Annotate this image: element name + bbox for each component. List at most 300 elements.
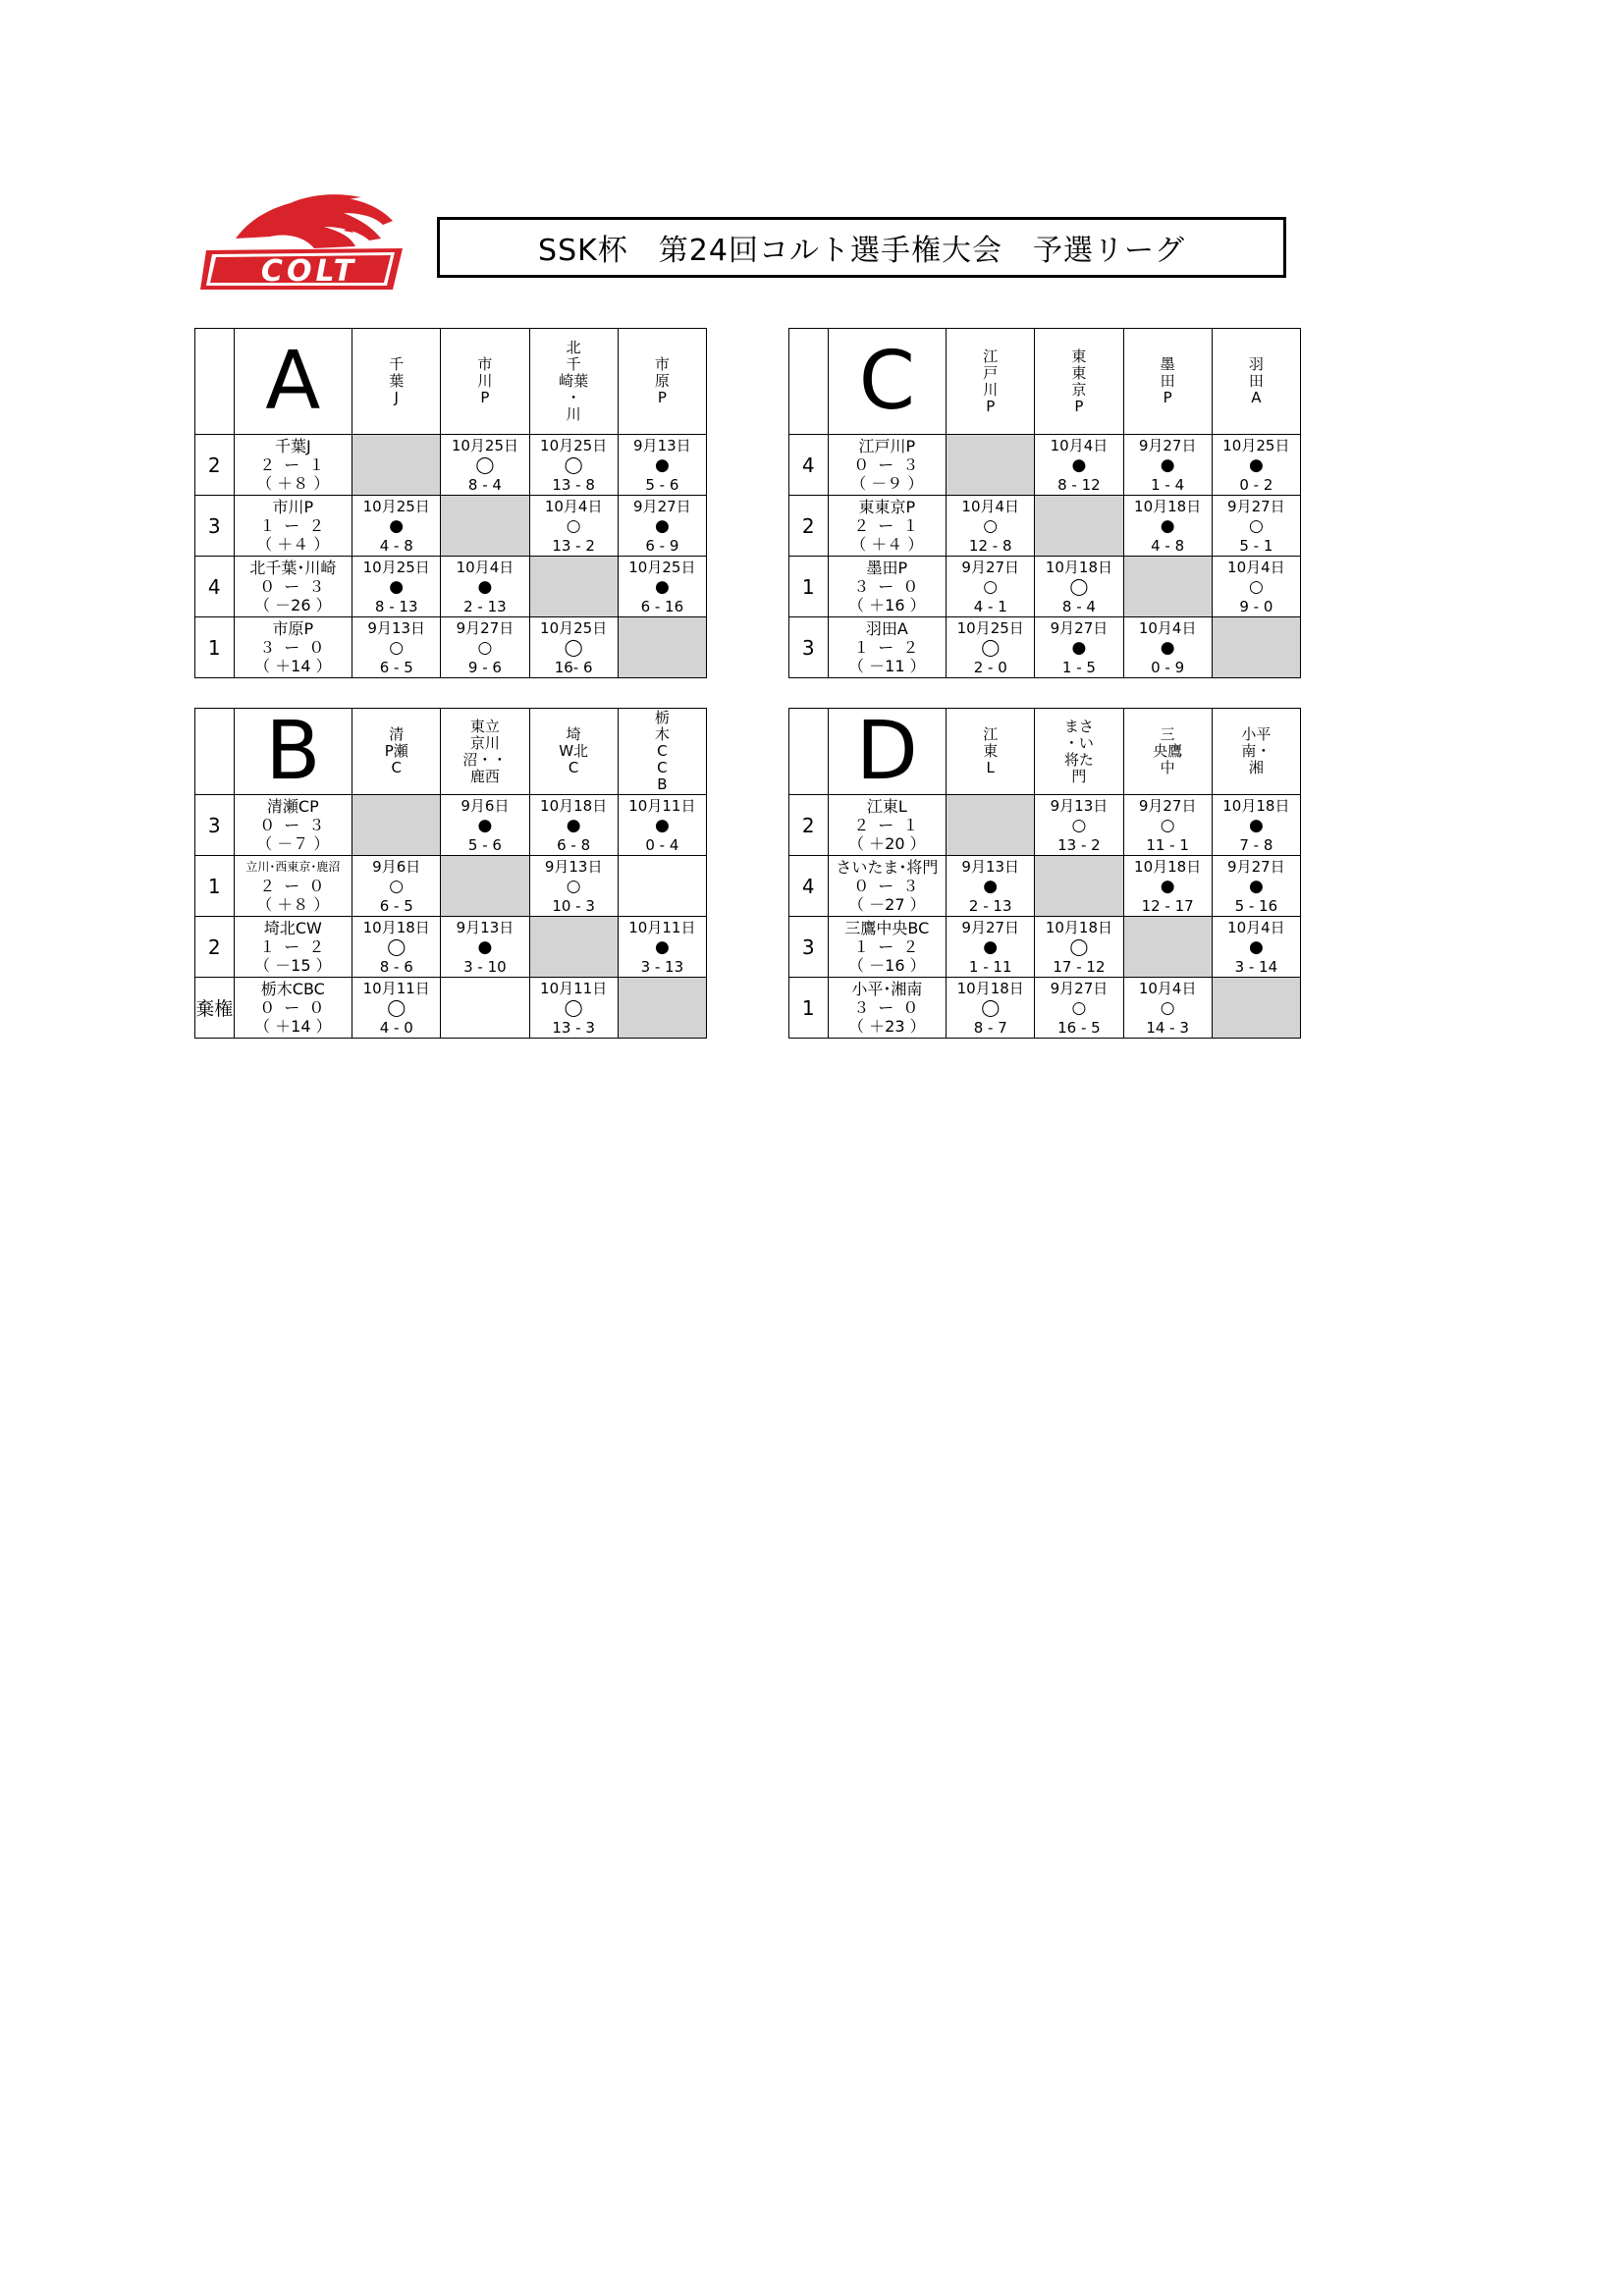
league-letter: B: [234, 709, 352, 795]
match-score: 6 - 8: [557, 835, 591, 854]
win-mark-icon: ◯: [564, 997, 583, 1018]
match-date: 10月25日: [451, 436, 519, 454]
win-mark-icon: ○: [1248, 515, 1264, 536]
match-date: 10月4日: [1050, 436, 1109, 454]
column-header-line: 戸: [983, 363, 999, 382]
loss-mark-icon: ●: [1160, 637, 1175, 658]
opponent-column-header: [947, 709, 1035, 795]
column-header-line: P: [1163, 389, 1172, 406]
column-header-line: 千: [389, 355, 405, 373]
match-result-cell: [1212, 795, 1300, 856]
match-score: 9 - 0: [1239, 597, 1273, 615]
match-score: 4 - 0: [379, 1018, 413, 1037]
match-score: 5 - 1: [1239, 536, 1273, 555]
team-record: ０ ー ０: [259, 998, 327, 1017]
team-cell: [828, 917, 947, 978]
self-match-cell: [1123, 557, 1212, 617]
column-header-line: まさ: [1063, 717, 1094, 735]
column-header-line: 田: [1248, 372, 1264, 390]
rank-value: 2: [207, 934, 221, 959]
match-score: 5 - 16: [1234, 896, 1278, 915]
match-date: 10月18日: [1045, 558, 1113, 576]
corner-cell: [789, 709, 829, 795]
match-date: 10月18日: [1134, 857, 1202, 876]
match-score: 1 - 4: [1151, 475, 1185, 494]
loss-mark-icon: ●: [1071, 637, 1087, 658]
page-title-text: SSK杯 第24回コルト選手権大会 予選リーグ: [538, 234, 1185, 268]
match-result-cell: [352, 917, 441, 978]
opponent-column-header: [352, 329, 441, 435]
match-score: 1 - 11: [968, 957, 1012, 976]
match-result-cell: [947, 917, 1035, 978]
match-result-cell: [441, 795, 529, 856]
column-header-line: 市: [477, 355, 493, 373]
match-result-cell: [618, 795, 706, 856]
match-date: 10月11日: [628, 796, 696, 815]
team-record: １ ー ２: [259, 937, 327, 956]
match-result-cell: [441, 617, 529, 678]
match-score: 0 - 4: [645, 835, 679, 854]
column-header-line: ・い: [1063, 733, 1094, 752]
match-result-cell: [529, 617, 618, 678]
logo-text: COLT: [260, 254, 358, 289]
team-name: 千葉J: [274, 437, 311, 455]
loss-mark-icon: ●: [477, 936, 493, 957]
match-result-cell: [947, 856, 1035, 917]
loss-mark-icon: ●: [477, 576, 493, 597]
column-header-line: 南・: [1241, 742, 1272, 760]
win-mark-icon: ○: [1160, 815, 1175, 835]
team-record: ２ ー １: [259, 455, 327, 474]
loss-mark-icon: ●: [1248, 876, 1264, 896]
rank-cell: [195, 795, 235, 856]
run-differential: （ －16 ）: [848, 956, 926, 975]
match-date: 10月11日: [540, 979, 608, 997]
header-row: [789, 709, 1301, 795]
rank-value: 4: [801, 874, 815, 898]
column-header-line: 鹿西: [469, 767, 500, 785]
self-match-cell: [529, 917, 618, 978]
match-result-cell: [1123, 617, 1212, 678]
win-mark-icon: ○: [983, 515, 999, 536]
team-record: ３ ー ０: [853, 577, 921, 596]
self-match-cell: [947, 795, 1035, 856]
team-name: 埼北CW: [263, 919, 322, 937]
rank-value: 2: [207, 453, 221, 477]
team-row: [789, 496, 1301, 557]
team-row: [789, 617, 1301, 678]
team-record: ０ ー ３: [853, 455, 921, 474]
match-result-cell: [1035, 435, 1123, 496]
loss-mark-icon: ●: [477, 815, 493, 835]
corner-cell: [195, 329, 235, 435]
opponent-column-header: [352, 709, 441, 795]
team-cell: [828, 978, 947, 1039]
self-match-cell: [1123, 917, 1212, 978]
rank-value: 4: [801, 453, 815, 477]
win-mark-icon: ○: [1160, 997, 1175, 1018]
loss-mark-icon: ●: [654, 515, 670, 536]
match-date: 10月25日: [540, 436, 608, 454]
rank-cell: [195, 435, 235, 496]
team-record: １ ー ２: [853, 638, 921, 657]
win-mark-icon: ○: [983, 576, 999, 597]
team-record: ３ ー ０: [853, 998, 921, 1017]
win-mark-icon: ○: [477, 637, 493, 658]
match-date: 10月18日: [1045, 918, 1113, 936]
match-date: 10月11日: [362, 979, 430, 997]
column-header-line: P: [1074, 397, 1084, 415]
match-score: 6 - 5: [379, 658, 413, 676]
match-score: 2 - 0: [973, 658, 1007, 676]
team-cell: [828, 557, 947, 617]
team-cell: [234, 978, 352, 1039]
column-header-line: 羽: [1248, 355, 1264, 373]
column-header-line: C: [657, 759, 668, 776]
column-header-line: L: [986, 759, 995, 776]
column-header-line: 京川: [469, 733, 500, 752]
match-score: 0 - 2: [1239, 475, 1273, 494]
match-score: 4 - 1: [973, 597, 1007, 615]
match-date: 9月27日: [1138, 796, 1197, 815]
match-score: 8 - 4: [1061, 597, 1096, 615]
team-row: [789, 557, 1301, 617]
self-match-cell: [352, 795, 441, 856]
rank-value: 3: [801, 635, 815, 660]
match-score: 6 - 5: [379, 896, 413, 915]
match-score: 6 - 9: [645, 536, 679, 555]
match-date: 9月13日: [367, 618, 426, 637]
run-differential: （ ＋４ ）: [256, 535, 330, 554]
team-cell: [234, 557, 352, 617]
match-score: 2 - 13: [463, 597, 507, 615]
match-date: 9月27日: [1138, 436, 1197, 454]
match-date: 10月25日: [362, 497, 430, 515]
match-date: 9月13日: [544, 857, 603, 876]
opponent-column-header: [441, 709, 529, 795]
match-result-cell: [1035, 617, 1123, 678]
match-date: 10月4日: [544, 497, 603, 515]
match-result-cell: [1035, 978, 1123, 1039]
opponent-column-header: [618, 709, 706, 795]
run-differential: （ －26 ）: [254, 596, 332, 614]
column-header-line: 沼・・: [462, 750, 508, 769]
self-match-cell: [618, 978, 706, 1039]
win-mark-icon: ◯: [564, 637, 583, 658]
team-name: さいたま･将門: [836, 858, 939, 877]
team-cell: [234, 856, 352, 917]
match-score: 5 - 6: [645, 475, 679, 494]
opponent-column-header: [441, 329, 529, 435]
opponent-column-header: [1123, 329, 1212, 435]
match-date: 9月27日: [1227, 497, 1285, 515]
self-match-cell: [1035, 496, 1123, 557]
match-date: 10月4日: [1227, 918, 1285, 936]
match-result-cell: [1123, 856, 1212, 917]
self-match-cell: [1212, 978, 1300, 1039]
match-result-cell: [529, 978, 618, 1039]
league-letter: A: [234, 329, 352, 435]
colt-logo: [196, 191, 407, 294]
team-record: ２ ー １: [853, 816, 921, 834]
column-header-line: 北: [566, 339, 581, 356]
match-result-cell: [1212, 856, 1300, 917]
team-row: [789, 856, 1301, 917]
win-mark-icon: ○: [1248, 576, 1264, 597]
league-table-d: [788, 708, 1301, 1039]
match-date: 10月4日: [1138, 618, 1197, 637]
run-differential: （ －15 ）: [254, 956, 332, 975]
match-score: 8 - 13: [374, 597, 418, 615]
run-differential: （ －11 ）: [848, 657, 926, 675]
match-result-cell: [947, 617, 1035, 678]
rank-cell: [789, 978, 829, 1039]
opponent-column-header: [947, 329, 1035, 435]
loss-mark-icon: ●: [654, 576, 670, 597]
team-cell: [828, 496, 947, 557]
team-cell: [828, 856, 947, 917]
column-header-line: 将た: [1063, 750, 1094, 769]
match-date: 9月13日: [456, 918, 514, 936]
match-score: 16- 6: [554, 658, 593, 676]
match-score: 13 - 2: [552, 536, 595, 555]
match-result-cell: [352, 978, 441, 1039]
league-letter: C: [828, 329, 947, 435]
opponent-column-header: [1035, 329, 1123, 435]
rank-value: 2: [801, 813, 815, 837]
self-match-cell: [618, 617, 706, 678]
match-date: 9月27日: [1227, 857, 1285, 876]
column-header-line: 門: [1071, 767, 1087, 785]
team-row: [195, 617, 707, 678]
match-score: 13 - 2: [1057, 835, 1101, 854]
match-result-cell: [441, 917, 529, 978]
match-result-cell: [1035, 795, 1123, 856]
match-date: 10月18日: [540, 796, 608, 815]
win-mark-icon: ○: [1071, 997, 1087, 1018]
win-mark-icon: ○: [566, 515, 581, 536]
run-differential: （ ＋４ ）: [850, 535, 924, 554]
column-header-line: 田: [1160, 372, 1175, 390]
match-result-cell: [618, 917, 706, 978]
match-result-cell: [1123, 496, 1212, 557]
team-cell: [828, 795, 947, 856]
column-header-line: P: [986, 397, 996, 415]
win-mark-icon: ◯: [1069, 936, 1089, 957]
rank-cell: [789, 856, 829, 917]
column-header-line: 原: [654, 372, 670, 390]
self-match-cell: [529, 557, 618, 617]
no-game-cell: [618, 856, 706, 917]
win-mark-icon: ○: [566, 876, 581, 896]
column-header-line: P: [657, 389, 667, 406]
team-record: ０ ー ３: [259, 577, 327, 596]
match-result-cell: [1123, 435, 1212, 496]
run-differential: （ ＋14 ）: [254, 657, 332, 675]
column-header-line: 江: [983, 725, 999, 743]
match-result-cell: [1212, 917, 1300, 978]
column-header-line: 東: [1071, 363, 1087, 382]
team-record: ０ ー ３: [853, 877, 921, 895]
column-header-line: W北: [559, 742, 589, 760]
match-date: 9月13日: [1050, 796, 1109, 815]
match-date: 10月25日: [540, 618, 608, 637]
match-result-cell: [1123, 978, 1212, 1039]
match-date: 9月27日: [1050, 979, 1109, 997]
match-date: 10月4日: [1138, 979, 1197, 997]
rank-cell: [789, 496, 829, 557]
team-record: １ ー ２: [853, 937, 921, 956]
column-header-line: 清: [389, 725, 405, 743]
match-score: 1 - 5: [1061, 658, 1096, 676]
team-row: [195, 557, 707, 617]
match-date: 10月25日: [362, 558, 430, 576]
column-header-line: C: [568, 759, 579, 776]
win-mark-icon: ◯: [387, 997, 406, 1018]
match-date: 9月27日: [961, 918, 1020, 936]
team-name: 江東L: [866, 797, 907, 816]
match-result-cell: [1212, 557, 1300, 617]
team-name: 清瀬CP: [266, 797, 319, 816]
opponent-column-header: [618, 329, 706, 435]
match-date: 9月27日: [633, 497, 691, 515]
self-match-cell: [441, 856, 529, 917]
match-result-cell: [947, 978, 1035, 1039]
match-result-cell: [529, 795, 618, 856]
column-header-line: C: [391, 759, 402, 776]
loss-mark-icon: ●: [1248, 815, 1264, 835]
match-date: 9月27日: [961, 558, 1020, 576]
corner-cell: [789, 329, 829, 435]
team-name: 羽田A: [865, 619, 908, 638]
team-row: [195, 795, 707, 856]
win-mark-icon: ◯: [981, 637, 1001, 658]
rank-value: 1: [207, 635, 221, 660]
rank-value: 3: [801, 934, 815, 959]
match-score: 8 - 7: [973, 1018, 1007, 1037]
header-row: [195, 709, 707, 795]
loss-mark-icon: ●: [1248, 454, 1264, 475]
column-header-line: 三: [1160, 725, 1175, 743]
match-date: 10月25日: [1222, 436, 1290, 454]
self-match-cell: [947, 435, 1035, 496]
column-header-line: 千: [566, 355, 581, 373]
team-cell: [234, 795, 352, 856]
column-header-line: 崎葉: [559, 372, 589, 390]
league-table-a: [194, 328, 707, 678]
column-header-line: 中: [1160, 759, 1175, 776]
match-result-cell: [352, 496, 441, 557]
match-score: 16 - 5: [1057, 1018, 1101, 1037]
column-header-line: 埼: [566, 725, 581, 743]
match-date: 10月11日: [628, 918, 696, 936]
opponent-column-header: [1035, 709, 1123, 795]
league-letter: D: [828, 709, 947, 795]
run-differential: （ ＋20 ）: [848, 834, 926, 853]
run-differential: （ －27 ）: [848, 895, 926, 914]
team-name: 市川P: [272, 498, 314, 516]
opponent-column-header: [1123, 709, 1212, 795]
rank-cell: [195, 617, 235, 678]
column-header-line: 東: [983, 742, 999, 760]
match-score: 3 - 14: [1234, 957, 1278, 976]
rank-value: 1: [207, 874, 221, 898]
team-cell: [234, 435, 352, 496]
team-cell: [828, 435, 947, 496]
column-header-line: 葉: [389, 372, 405, 390]
match-result-cell: [618, 496, 706, 557]
match-result-cell: [529, 435, 618, 496]
header-row: [789, 329, 1301, 435]
match-result-cell: [618, 435, 706, 496]
team-name: 市原P: [272, 619, 314, 638]
run-differential: （ ＋23 ）: [848, 1017, 926, 1036]
team-record: ３ ー ０: [259, 638, 327, 657]
team-record: ０ ー ３: [259, 816, 327, 834]
team-name: 北千葉･川崎: [249, 559, 337, 577]
rank-cell: [195, 557, 235, 617]
rank-value: 2: [801, 513, 815, 538]
team-name: 栃木CBC: [260, 980, 325, 998]
loss-mark-icon: ●: [1160, 454, 1175, 475]
self-match-cell: [352, 435, 441, 496]
opponent-column-header: [529, 709, 618, 795]
page-title: [437, 217, 1286, 278]
match-result-cell: [352, 557, 441, 617]
column-header-line: 東: [1071, 347, 1087, 365]
match-date: 10月4日: [961, 497, 1020, 515]
column-header-line: 湘: [1248, 759, 1264, 776]
match-result-cell: [947, 557, 1035, 617]
column-header-line: 央鷹: [1153, 742, 1183, 760]
loss-mark-icon: ●: [1160, 876, 1175, 896]
rank-cell: [195, 496, 235, 557]
column-header-line: 墨: [1160, 355, 1175, 373]
team-row: [195, 435, 707, 496]
match-date: 10月18日: [362, 918, 430, 936]
opponent-column-header: [1212, 709, 1300, 795]
run-differential: （ ＋16 ）: [848, 596, 926, 614]
team-name: 立川･西東京･鹿沼: [245, 860, 341, 874]
match-date: 9月13日: [961, 857, 1020, 876]
column-header-line: 川: [983, 380, 999, 399]
match-score: 17 - 12: [1053, 957, 1106, 976]
column-header-line: ・: [566, 389, 581, 406]
opponent-column-header: [529, 329, 618, 435]
run-differential: （ ＋14 ）: [254, 1017, 332, 1036]
run-differential: （ ＋８ ）: [256, 895, 330, 914]
match-date: 10月25日: [628, 558, 696, 576]
loss-mark-icon: ●: [983, 876, 999, 896]
rank-value: 3: [207, 513, 221, 538]
column-header-line: 川: [477, 372, 493, 390]
corner-cell: [195, 709, 235, 795]
team-row: [789, 978, 1301, 1039]
match-score: 14 - 3: [1146, 1018, 1189, 1037]
loss-mark-icon: ●: [389, 576, 405, 597]
rank-cell: [195, 856, 235, 917]
run-differential: （ ＋８ ）: [256, 474, 330, 493]
team-cell: [234, 617, 352, 678]
rank-cell: [195, 978, 235, 1039]
match-score: 12 - 8: [968, 536, 1012, 555]
team-row: [195, 496, 707, 557]
match-result-cell: [529, 496, 618, 557]
league-table-c: [788, 328, 1301, 678]
match-date: 10月4日: [456, 558, 514, 576]
column-header-line: P瀬: [384, 742, 408, 760]
match-date: 10月25日: [956, 618, 1024, 637]
